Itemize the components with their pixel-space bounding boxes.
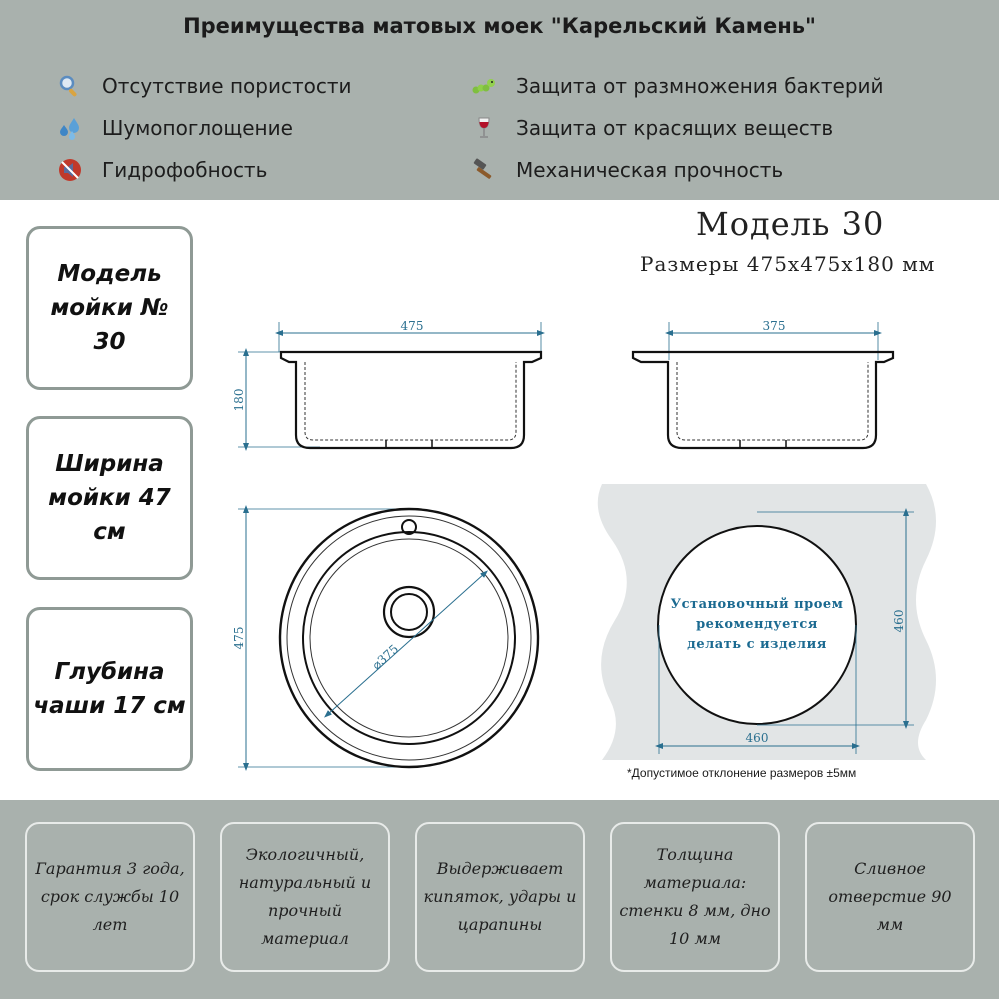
benefit-card — [805, 822, 975, 972]
cutout-template — [598, 484, 936, 760]
side-view-width — [232, 319, 541, 448]
dim-label: 180 — [232, 388, 246, 412]
feature-label: Гидрофобность — [102, 158, 268, 182]
dim-label: 475 — [232, 626, 246, 650]
cutout-text-line: рекомендуется — [696, 617, 818, 632]
feature-label: Отсутствие пористости — [102, 74, 352, 98]
dim-label: 375 — [762, 319, 786, 333]
dim-label: 475 — [400, 319, 424, 333]
dim-label: 460 — [745, 731, 769, 745]
benefit-card-text: Гарантия 3 года, срок службы 10 лет — [35, 859, 185, 934]
spec-card-text: Ширина мойки 47 см — [48, 451, 171, 545]
feature-label: Механическая прочность — [516, 158, 784, 182]
dim-label: 460 — [892, 609, 906, 633]
benefit-card — [610, 822, 780, 972]
feature-label: Шумопоглощение — [102, 116, 293, 140]
benefit-card-text: Сливное отверстие 90 мм — [828, 859, 952, 934]
cutout-text-line: Установочный проем — [670, 597, 844, 612]
spec-card-text: Модель мойки № 30 — [50, 261, 169, 355]
page-title: Преимущества матовых моек "Карельский Камень" — [183, 14, 816, 38]
side-view-bowl — [633, 319, 893, 448]
top-view — [232, 509, 538, 767]
benefit-card — [25, 822, 195, 972]
benefit-card-text: Толщина материала: стенки 8 мм, дно 10 мм — [619, 845, 771, 948]
model-size: Размеры 475х475х180 мм — [640, 252, 936, 276]
feature-label: Защита от размножения бактерий — [516, 74, 884, 98]
benefit-card-text: Экологичный, натуральный и прочный материал — [238, 845, 372, 948]
dim-label: ⌀375 — [369, 641, 402, 673]
feature-label: Защита от красящих веществ — [516, 116, 834, 140]
spec-card-text: Глубина чаши 17 см — [33, 659, 186, 719]
benefit-card — [220, 822, 390, 972]
tolerance-note: *Допустимое отклонение размеров ±5мм — [627, 766, 857, 780]
benefit-card — [415, 822, 585, 972]
cutout-text-line: делать с изделия — [687, 637, 827, 652]
model-title: Модель 30 — [696, 205, 885, 243]
benefit-card-text: Выдерживает кипяток, удары и царапины — [423, 859, 577, 934]
